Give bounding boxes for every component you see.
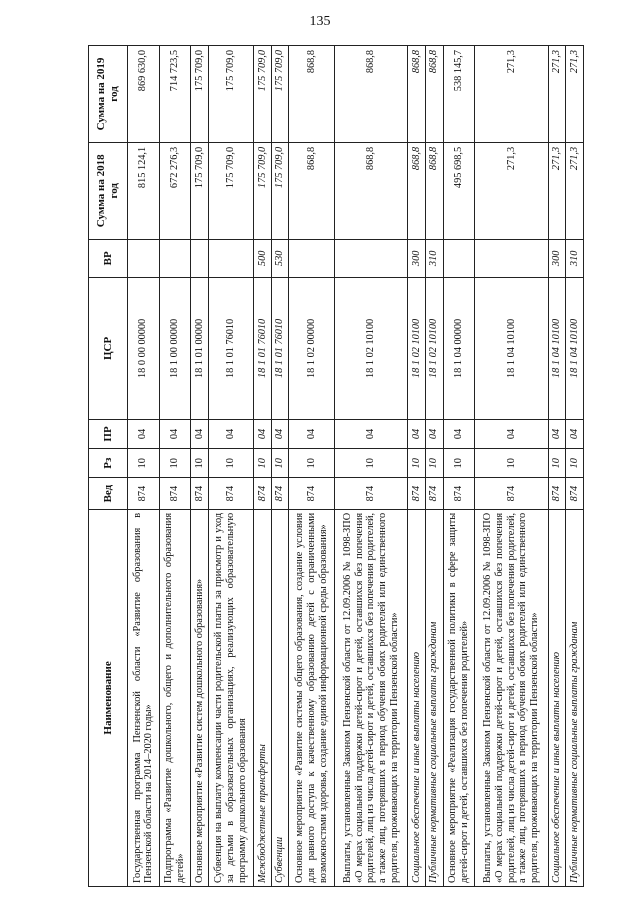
header-sum-2018: Сумма на 2018 год: [89, 142, 128, 239]
cell-name: Социальное обеспечение и иные выплаты населению: [408, 509, 426, 886]
cell-sum-2019: 868,8: [408, 46, 426, 143]
cell-sum-2019: 869 630,0: [128, 46, 160, 143]
cell-sum-2019: 175 709,0: [208, 46, 254, 143]
table-row: [408, 46, 426, 887]
cell-pr: 04: [208, 419, 254, 448]
cell-pr: 04: [408, 419, 426, 448]
cell-ved: 874: [475, 478, 549, 510]
cell-sum-2019: 175 709,0: [254, 46, 272, 143]
cell-ved: 874: [426, 478, 444, 510]
cell-sum-2019: 271,3: [566, 46, 584, 143]
cell-sum-2018: 868,8: [334, 142, 408, 239]
table-row: [254, 46, 272, 887]
cell-rz: 10: [191, 449, 209, 478]
cell-vr: 300: [408, 239, 426, 277]
cell-pr: 04: [159, 419, 191, 448]
cell-csr: 18 1 04 10100: [566, 277, 584, 419]
cell-rz: 10: [334, 449, 408, 478]
cell-vr: [208, 239, 254, 277]
cell-sum-2019: 868,8: [289, 46, 335, 143]
cell-vr: 530: [271, 239, 289, 277]
cell-ved: 874: [159, 478, 191, 510]
header-name: Наименование: [89, 509, 128, 886]
cell-sum-2018: 495 698,5: [443, 142, 475, 239]
cell-name: Субвенции: [271, 509, 289, 886]
cell-vr: 500: [254, 239, 272, 277]
cell-csr: 18 1 04 10100: [475, 277, 549, 419]
cell-sum-2019: 271,3: [548, 46, 566, 143]
header-rz: Рз: [89, 449, 128, 478]
cell-ved: 874: [191, 478, 209, 510]
cell-sum-2018: 672 276,3: [159, 142, 191, 239]
cell-sum-2018: 175 709,0: [254, 142, 272, 239]
header-pr: ПР: [89, 419, 128, 448]
cell-sum-2018: 868,8: [426, 142, 444, 239]
cell-name: Основное мероприятие «Реализация государственной политики в сфере защиты детей-сирот и детей, оставшихся без попечения родителей»: [443, 509, 475, 886]
cell-pr: 04: [254, 419, 272, 448]
cell-sum-2018: 271,3: [548, 142, 566, 239]
cell-vr: [475, 239, 549, 277]
cell-ved: 874: [254, 478, 272, 510]
cell-sum-2019: 868,8: [334, 46, 408, 143]
cell-sum-2018: 815 124,1: [128, 142, 160, 239]
cell-pr: 04: [289, 419, 335, 448]
cell-sum-2019: 538 145,7: [443, 46, 475, 143]
cell-sum-2018: 868,8: [408, 142, 426, 239]
cell-sum-2019: 868,8: [426, 46, 444, 143]
cell-name: Государственная программа Пензенской области «Развитие образования в Пензенской области на 2014–2020 годы»: [128, 509, 160, 886]
cell-ved: 874: [208, 478, 254, 510]
table-row: [443, 46, 475, 887]
cell-sum-2019: 175 709,0: [271, 46, 289, 143]
budget-table: [88, 45, 584, 887]
cell-csr: 18 1 01 76010: [254, 277, 272, 419]
page-number: 135: [309, 14, 331, 29]
cell-csr: 18 1 02 10100: [408, 277, 426, 419]
cell-csr: 18 1 01 76010: [208, 277, 254, 419]
cell-pr: 04: [426, 419, 444, 448]
cell-ved: 874: [443, 478, 475, 510]
cell-rz: 10: [548, 449, 566, 478]
cell-rz: 10: [426, 449, 444, 478]
cell-rz: 10: [254, 449, 272, 478]
header-csr: ЦСР: [89, 277, 128, 419]
cell-name: Основное мероприятие «Развитие системы общего образования, создание условия для равного доступа к качественному образованию детей с ограниченными возможностями здоровья, создание единой информационной среды образования»: [289, 509, 335, 886]
cell-ved: 874: [334, 478, 408, 510]
cell-vr: [289, 239, 335, 277]
cell-csr: 18 1 04 10100: [548, 277, 566, 419]
cell-csr: 18 1 02 00000: [289, 277, 335, 419]
table-row: [159, 46, 191, 887]
cell-vr: [443, 239, 475, 277]
header-ved: Вед: [89, 478, 128, 510]
cell-vr: [159, 239, 191, 277]
cell-rz: 10: [566, 449, 584, 478]
cell-csr: 18 1 01 00000: [191, 277, 209, 419]
cell-csr: 18 1 00 00000: [159, 277, 191, 419]
cell-ved: 874: [566, 478, 584, 510]
rotated-page-content: [88, 45, 584, 887]
table-row: [191, 46, 209, 887]
table-row: [334, 46, 408, 887]
cell-sum-2018: 175 709,0: [191, 142, 209, 239]
table-row: [426, 46, 444, 887]
cell-ved: 874: [408, 478, 426, 510]
cell-pr: 04: [271, 419, 289, 448]
cell-pr: 04: [128, 419, 160, 448]
cell-sum-2018: 271,3: [566, 142, 584, 239]
header-sum-2019: Сумма на 2019 год: [89, 46, 128, 143]
cell-sum-2019: 271,3: [475, 46, 549, 143]
cell-pr: 04: [475, 419, 549, 448]
cell-name: Социальное обеспечение и иные выплаты населению: [548, 509, 566, 886]
cell-rz: 10: [289, 449, 335, 478]
cell-csr: 18 1 01 76010: [271, 277, 289, 419]
cell-vr: [128, 239, 160, 277]
cell-vr: 300: [548, 239, 566, 277]
cell-sum-2019: 714 723,5: [159, 46, 191, 143]
cell-name: Основное мероприятие «Развитие систем дошкольного образования»: [191, 509, 209, 886]
cell-ved: 874: [128, 478, 160, 510]
table-row: [128, 46, 160, 887]
cell-vr: 310: [426, 239, 444, 277]
rotated-table-container: [88, 45, 584, 887]
cell-rz: 10: [443, 449, 475, 478]
cell-name: Субвенция на выплату компенсации части родительской платы за присмотр и уход за детьми в образовательных организациях, реализующих образовательную программу дошкольного образования: [208, 509, 254, 886]
cell-sum-2018: 271,3: [475, 142, 549, 239]
cell-rz: 10: [208, 449, 254, 478]
cell-vr: [334, 239, 408, 277]
cell-vr: [191, 239, 209, 277]
cell-csr: 18 1 02 10100: [334, 277, 408, 419]
table-row: [208, 46, 254, 887]
table-row: [548, 46, 566, 887]
cell-vr: 310: [566, 239, 584, 277]
table-row: [289, 46, 335, 887]
table-row: [566, 46, 584, 887]
table-header-row: [89, 46, 128, 887]
cell-sum-2018: 175 709,0: [271, 142, 289, 239]
cell-name: Публичные нормативные социальные выплаты гражданам: [426, 509, 444, 886]
cell-rz: 10: [408, 449, 426, 478]
cell-pr: 04: [566, 419, 584, 448]
table-row: [475, 46, 549, 887]
cell-csr: 18 1 04 00000: [443, 277, 475, 419]
cell-rz: 10: [271, 449, 289, 478]
cell-pr: 04: [443, 419, 475, 448]
cell-name: Межбюджетные трансферты: [254, 509, 272, 886]
cell-name: Публичные нормативные социальные выплаты гражданам: [566, 509, 584, 886]
header-vr: ВР: [89, 239, 128, 277]
cell-sum-2018: 175 709,0: [208, 142, 254, 239]
table-row: [271, 46, 289, 887]
cell-csr: 18 1 02 10100: [426, 277, 444, 419]
cell-ved: 874: [548, 478, 566, 510]
cell-name: Выплаты, установленные Законом Пензенской области от 12.09.2006 № 1098-ЗПО «О мерах социальной поддержки детей-сирот и детей, оставшихся без попечения родителей, лиц из числа детей-сирот и детей, оставшихся без попечения родителей, а также лиц, потерявших в период обучения обоих родителей или единственного родителя, проживающих на территории Пензенской области»: [475, 509, 549, 886]
cell-csr: 18 0 00 00000: [128, 277, 160, 419]
cell-name: Выплаты, установленные Законом Пензенской области от 12.09.2006 № 1098-ЗПО «О мерах социальной поддержки детей-сирот и детей, оставшихся без попечения родителей, лиц из числа детей-сирот и детей, оставшихся без попечения родителей, а также лиц, потерявших в период обучения обоих родителей или единственного родителя, проживающих на территории Пензенской области»: [334, 509, 408, 886]
cell-sum-2018: 868,8: [289, 142, 335, 239]
cell-pr: 04: [548, 419, 566, 448]
cell-rz: 10: [475, 449, 549, 478]
cell-ved: 874: [271, 478, 289, 510]
cell-rz: 10: [159, 449, 191, 478]
table-body: [128, 46, 584, 887]
cell-pr: 04: [191, 419, 209, 448]
cell-rz: 10: [128, 449, 160, 478]
cell-ved: 874: [289, 478, 335, 510]
cell-name: Подпрограмма «Развитие дошкольного, общего и дополнительного образования детей»: [159, 509, 191, 886]
cell-sum-2019: 175 709,0: [191, 46, 209, 143]
cell-pr: 04: [334, 419, 408, 448]
